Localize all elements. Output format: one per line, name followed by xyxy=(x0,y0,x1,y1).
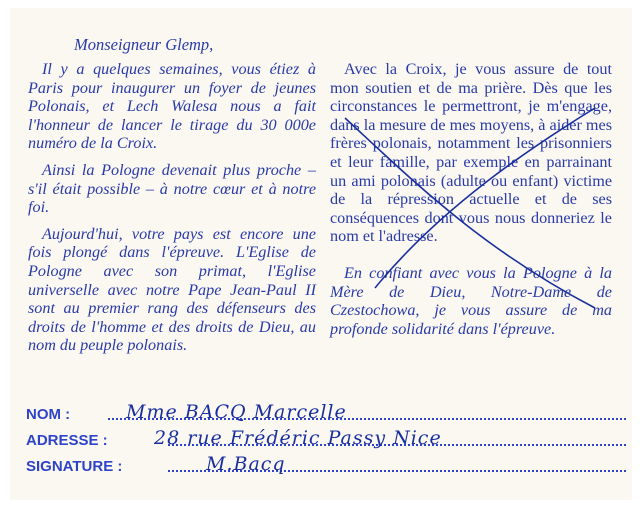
paragraph-2: Ainsi la Pologne devenait plus proche – s'il était possible – à notre cœur et à notre foi. xyxy=(28,160,316,217)
adresse-row xyxy=(26,427,626,453)
adresse-handwritten[interactable]: 28 rue Frédéric Passy Nice xyxy=(154,427,442,449)
nom-label: NOM : xyxy=(26,405,71,423)
paragraph-3: Aujourd'hui, votre pays est encore une fois plongé dans l'épreuve. L'Eglise de Pologne avec son primat, l'Eglise universelle avec notre Pape Jean-Paul II sont au premier rang des défenseurs des droits de l'homme et des droits de Dieu, au nom du peuple polonais. xyxy=(28,224,316,355)
nom-row xyxy=(26,401,626,427)
letter-card xyxy=(10,8,632,500)
right-column xyxy=(330,60,612,346)
signature-row xyxy=(26,453,626,479)
paragraph-5: En confiant avec vous la Pologne à la Mère de Dieu, Notre-Dame de Czestochowa, je vous assure de ma profonde solidarité dans l'épreuve. xyxy=(330,263,612,338)
reply-form xyxy=(26,401,626,479)
signature-label: SIGNATURE : xyxy=(26,457,123,475)
signature-handwritten[interactable]: M.Bacq xyxy=(206,453,286,475)
left-column xyxy=(28,60,316,363)
paragraph-4: Avec la Croix, je vous assure de tout mon soutien et de ma prière. Dès que les circonstances le permettront, je m'engage, dans la mesure de mes moyens, à aider mes frères polonais, notamment les prisonniers et leur famille, par exemple en parrainant un ami polonais (adulte ou enfant) victime de la répression actuelle et de ses conséquences dont vous nous donneriez le nom et l'adresse. xyxy=(330,60,612,246)
salutation: Monseigneur Glemp, xyxy=(74,35,214,54)
paragraph-1: Il y a quelques semaines, vous étiez à Paris pour inaugurer un foyer de jeunes Polonais, et Lech Walesa nous a fait l'honneur de lancer le tirage du 30 000e numéro de la Croix. xyxy=(28,60,316,153)
nom-handwritten[interactable]: Mme BACQ Marcelle xyxy=(126,401,347,423)
adresse-label: ADRESSE : xyxy=(26,431,108,449)
